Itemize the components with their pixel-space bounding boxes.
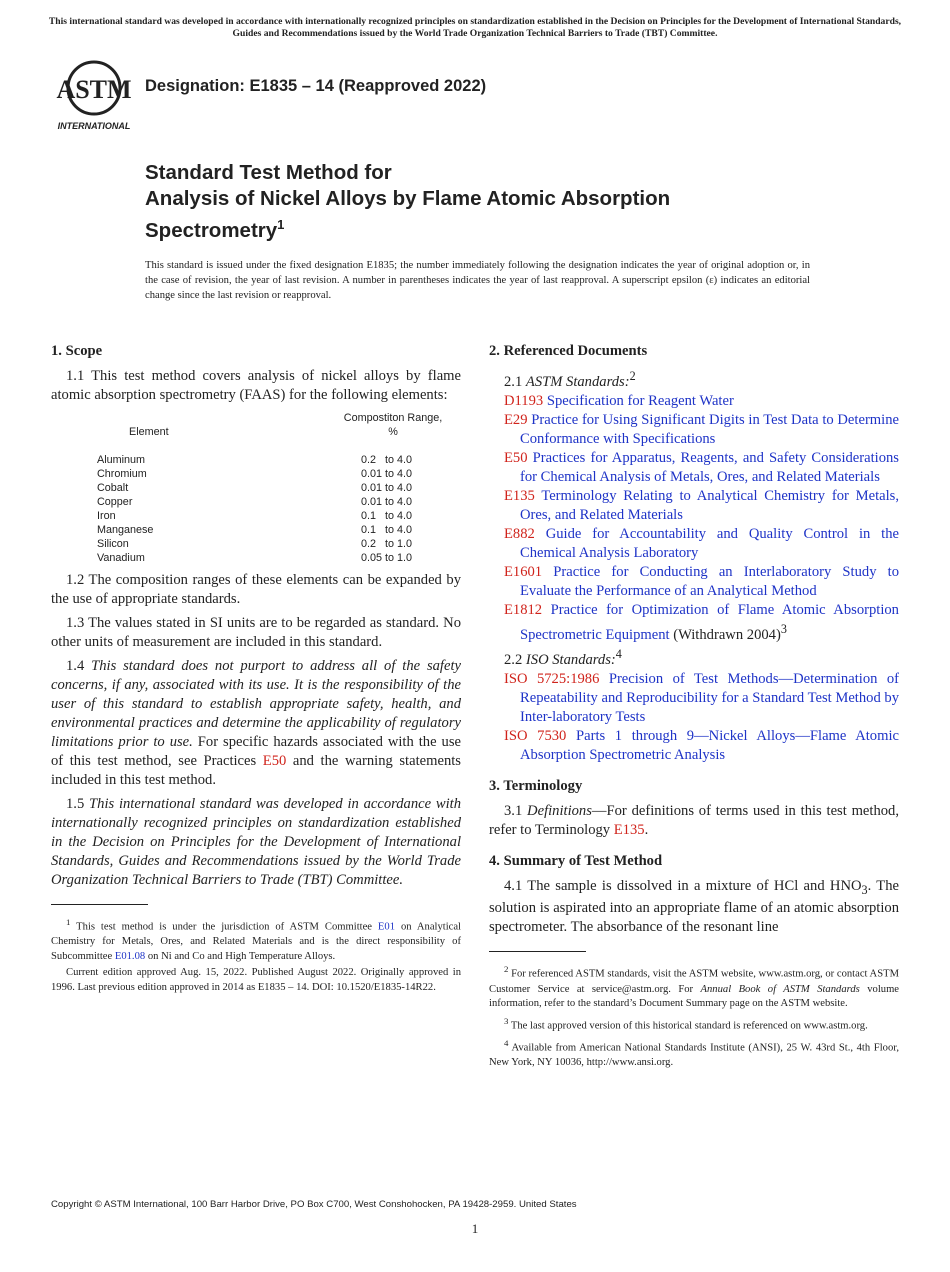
ref-title-link[interactable]: Practice for Conducting an Interlaboratory Study to Evaluate the Performance of an Analytical Method xyxy=(520,563,899,599)
terminology-label: Definitions xyxy=(527,802,592,819)
table-header-range-l2: % xyxy=(388,426,398,438)
footnote-divider-right xyxy=(489,951,586,952)
copyright-notice: Copyright © ASTM International, 100 Barr Harbor Drive, PO Box C700, West Conshohocken, PA 19428-2959. United States xyxy=(51,1199,577,1210)
ref-title-link[interactable]: Practice for Using Significant Digits in Test Data to Determine Conformance with Specifications xyxy=(520,411,899,447)
footnote-2 xyxy=(489,962,899,1011)
terminology-text: —For definitions of terms used in this test method, refer to Terminology xyxy=(489,802,899,838)
ref-title-link[interactable]: Specification for Reagent Water xyxy=(546,392,734,409)
ref-code-link[interactable]: E1601 xyxy=(504,563,543,580)
title-line-2: Analysis of Nickel Alloys by Flame Atomic Absorption xyxy=(145,187,671,210)
table-row xyxy=(97,481,453,495)
summary-heading: 4. Summary of Test Method xyxy=(489,852,663,869)
terminology-3-1 xyxy=(489,802,899,840)
references-heading: 2. Referenced Documents xyxy=(489,343,648,359)
terminology-num: 3.1 xyxy=(504,802,523,819)
e50-link[interactable]: E50 xyxy=(262,753,287,769)
ref-title-link[interactable]: Practices for Apparatus, Reagents, and Safety Considerations for Chemical Analysis of Metals, Ores, and Related Materials xyxy=(520,449,899,485)
ref-title-link[interactable]: Precision of Test Methods—Determination of Repeatability and Reproducibility for a Standard Test Method by Inter-laboratory Tests xyxy=(520,670,900,725)
element-range: 0.05 to 1.0 xyxy=(361,552,413,564)
element-name: Cobalt xyxy=(97,482,129,494)
ref-item xyxy=(489,487,899,525)
footnote-4-text: Available from American National Standards Institute (ANSI), 25 W. 43rd St., 4th Floor, New York, NY 10036, http://www.ansi.org. xyxy=(489,1042,899,1068)
ref-title-link[interactable]: Guide for Accountability and Quality Control in the Chemical Analysis Laboratory xyxy=(520,525,899,561)
title-line-3: Spectrometry xyxy=(145,218,278,242)
page-number: 1 xyxy=(471,1221,479,1236)
footnote-2-text-b: volume information, refer to the standard’s Document Summary page on the ASTM website. xyxy=(489,983,900,1010)
footnote-3-text: The last approved version of this historical standard is referenced on www.astm.org. xyxy=(510,1020,868,1032)
element-name: Silicon xyxy=(97,538,129,550)
ref-code-link[interactable]: D1193 xyxy=(504,392,544,409)
scope-heading: 1. Scope xyxy=(51,343,103,359)
terminology-end: . xyxy=(644,821,649,838)
element-name: Chromium xyxy=(97,468,147,480)
element-range-table xyxy=(97,411,453,565)
scope-1-4-text: For specific hazards associated with the use of this test method, see Practices xyxy=(51,734,461,769)
element-range: 0.01 to 4.0 xyxy=(361,496,413,508)
footnote-3 xyxy=(489,1014,899,1034)
table-row xyxy=(97,523,453,537)
withdrawn-note: (Withdrawn 2004) xyxy=(673,626,781,643)
footnote-1 xyxy=(51,915,461,964)
ref-item xyxy=(489,411,899,449)
footnote-divider xyxy=(51,904,148,905)
astm-logo xyxy=(54,58,134,132)
element-name: Manganese xyxy=(97,524,154,536)
e01-08-link[interactable]: E01.08 xyxy=(114,950,146,962)
element-range: 0.01 to 4.0 xyxy=(361,482,413,494)
element-name: Copper xyxy=(97,496,133,508)
left-column xyxy=(51,342,461,997)
element-range: 0.1 to 4.0 xyxy=(361,510,413,522)
table-header-range-l1: Compostiton Range, xyxy=(343,412,443,424)
ref-code-link[interactable]: ISO 7530 xyxy=(504,727,567,744)
table-row xyxy=(97,495,453,509)
footnote-1-marker: 1 xyxy=(66,917,71,927)
ref-code-link[interactable]: E50 xyxy=(504,449,528,466)
ref-item xyxy=(489,563,899,601)
summary-subscript: 3 xyxy=(861,882,868,897)
ref-code-link[interactable]: E882 xyxy=(504,525,535,542)
table-row xyxy=(97,537,453,551)
astm-sub-label: ASTM Standards: xyxy=(525,373,630,390)
logo-sub-text: INTERNATIONAL xyxy=(57,121,131,131)
scope-1-4-text-end: and the warning statements included in this test method. xyxy=(51,753,461,788)
summary-text: 4.1 The sample is dissolved in a mixture of HCl and HNO xyxy=(504,877,862,894)
scope-1-5-num: 1.5 xyxy=(66,796,85,812)
table-row xyxy=(97,467,453,481)
ref-code-link[interactable]: E135 xyxy=(504,487,535,504)
summary-4-1 xyxy=(489,877,899,938)
ref-code-link[interactable]: E29 xyxy=(504,411,528,428)
ref-title-link[interactable]: Practice for Optimization of Flame Atomic Absorption Spectrometric Equipment xyxy=(520,601,899,643)
astm-standards-subheading xyxy=(489,367,899,392)
table-row xyxy=(97,551,453,565)
footnote-2-text: For referenced ASTM standards, visit the ASTM website, www.astm.org, or contact ASTM Customer Service at service@astm.org. For xyxy=(489,969,899,995)
scope-1-5-italic: This international standard was developed in accordance with internationally recognized principles on standardization established in the Decision on Principles for the Development of International Standards, Guides and Recommendations issued by the World Trade Organization Technical Barriers to Trade (TBT) Committee. xyxy=(51,796,462,888)
ref-code-link[interactable]: ISO 5725:1986 xyxy=(504,670,600,687)
footnote-3-marker: 3 xyxy=(504,1015,509,1026)
ref-item xyxy=(489,525,899,563)
ref-title-link[interactable]: Parts 1 through 9—Nickel Alloys—Flame Atomic Absorption Spectrometric Analysis xyxy=(520,727,899,763)
iso-sub-label: ISO Standards: xyxy=(525,651,616,668)
footnote-4-marker: 4 xyxy=(504,1037,509,1048)
element-range: 0.1 to 4.0 xyxy=(361,524,413,536)
astm-logo-icon xyxy=(54,58,134,132)
right-column xyxy=(489,342,899,1072)
ref-code-link[interactable]: E1812 xyxy=(504,601,543,618)
e01-link[interactable]: E01 xyxy=(377,921,395,933)
footnote-2-italic: Annual Book of ASTM Standards xyxy=(700,983,860,995)
iso-sub-sup: 4 xyxy=(615,646,622,661)
summary-text-b: . The solution is aspirated into an appropriate flame of an atomic absorption spectrometer. The absorbance of the resonant line xyxy=(489,877,899,936)
scope-1-1: 1.1 This test method covers analysis of nickel alloys by flame atomic absorption spectrometry (FAAS) for the following elements: xyxy=(51,368,461,403)
iso-standards-subheading xyxy=(489,645,899,670)
ref-item xyxy=(489,670,899,727)
table-header-element: Element xyxy=(129,426,169,438)
scope-1-4-italic: This standard does not purport to address all of the safety concerns, if any, associated with its use. It is the responsibility of the user of this standard to establish appropriate safety, health, and environmental practices and determine the applicability of regulatory limitations prior to use. xyxy=(51,658,461,750)
top-notice: This international standard was developed in accordance with internationally recognized principles on standardization established in the Decision on Principles for the Development of International Standards, Guides and Recommendations issued by the World Trade Organization Technical Barriers to Trade (TBT) Committee. xyxy=(48,16,902,39)
footnote-1-text-b: on Analytical Chemistry for Metals, Ores, and Related Materials and is the direct responsibility of Subcommittee xyxy=(51,921,461,962)
ref-item xyxy=(489,449,899,487)
scope-1-3: 1.3 The values stated in SI units are to be regarded as standard. No other units of measurement are included in this standard. xyxy=(51,615,461,650)
table-row xyxy=(97,509,453,523)
designation: Designation: E1835 – 14 (Reapproved 2022) xyxy=(145,77,487,95)
table-row xyxy=(97,453,453,467)
ref-item xyxy=(489,727,899,765)
element-name: Vanadium xyxy=(97,552,145,564)
footnote-1-edition: Current edition approved Aug. 15, 2022. Published August 2022. Originally approved in 1996. Last previous edition approved in 2014 as E1835 – 14. DOI: 10.1520/E1835-14R22. xyxy=(51,967,461,993)
scope-1-5 xyxy=(51,795,461,890)
e135-link[interactable]: E135 xyxy=(613,821,645,838)
footnote-1-text: This test method is under the jurisdiction of ASTM Committee xyxy=(76,921,372,933)
element-range: 0.2 to 1.0 xyxy=(361,538,413,550)
element-name: Aluminum xyxy=(97,454,146,466)
element-range: 0.01 to 4.0 xyxy=(361,468,413,480)
element-range: 0.2 to 4.0 xyxy=(361,454,413,466)
ref-title-link[interactable]: Terminology Relating to Analytical Chemistry for Metals, Ores, and Related Materials xyxy=(520,487,899,523)
withdrawn-sup: 3 xyxy=(780,621,787,636)
document-title xyxy=(145,160,670,244)
footnote-2-marker: 2 xyxy=(504,964,509,975)
footnote-1-text-c: on Ni and Co and High Temperature Alloys. xyxy=(147,950,336,962)
element-name: Iron xyxy=(97,510,116,522)
terminology-heading: 3. Terminology xyxy=(489,777,583,794)
title-line-1: Standard Test Method for xyxy=(145,161,392,184)
ref-item xyxy=(489,601,899,645)
title-footnote-marker: 1 xyxy=(277,217,285,232)
scope-1-2: 1.2 The composition ranges of these elements can be expanded by the use of appropriate standards. xyxy=(51,572,461,607)
logo-main-text: ASTM xyxy=(56,75,132,104)
footnote-4 xyxy=(489,1036,899,1071)
astm-sub-sup: 2 xyxy=(629,369,636,383)
scope-1-4 xyxy=(51,657,461,790)
issue-note: This standard is issued under the fixed designation E1835; the number immediately following the designation indicates the year of original adoption or, in the case of revision, the year of last revision. A number in parentheses indicates the year of last reapproval. A superscript epsilon (ε) indicates an editorial change since the last revision or reapproval. xyxy=(145,260,810,301)
astm-sub-num: 2.1 xyxy=(504,373,523,390)
iso-sub-num: 2.2 xyxy=(504,651,523,668)
ref-item xyxy=(489,392,899,411)
table-header-range xyxy=(333,411,453,439)
scope-1-4-num: 1.4 xyxy=(66,658,85,674)
